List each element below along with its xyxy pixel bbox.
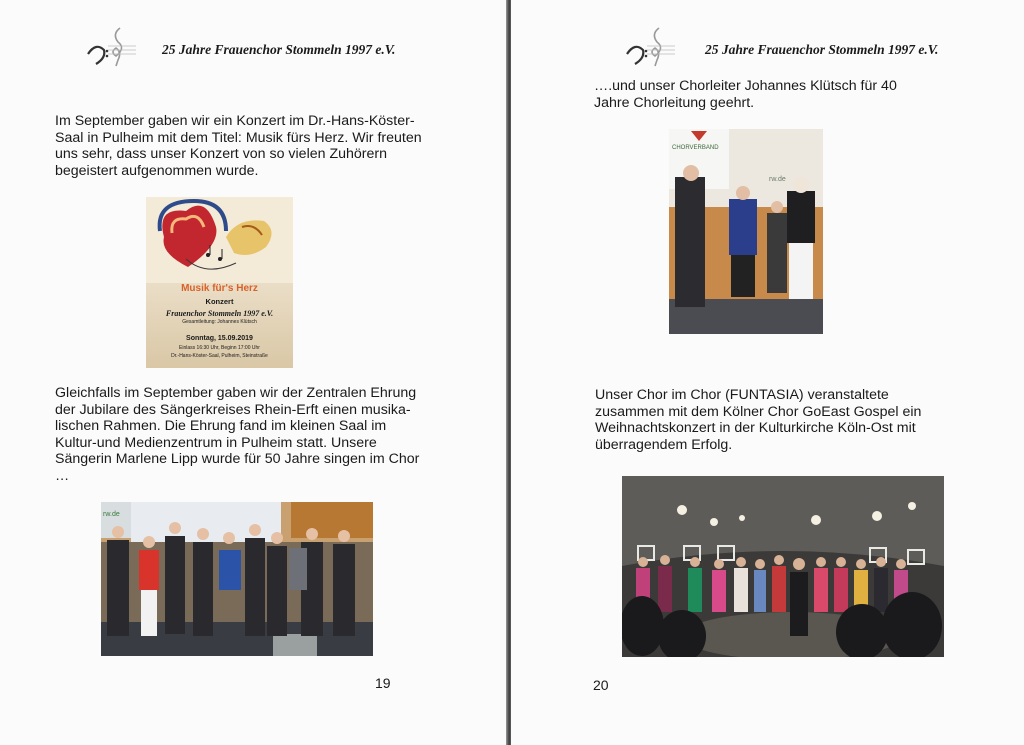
right-page [511,0,1024,745]
page-number-left: 19 [375,675,391,691]
paragraph-honoring: Gleichfalls im September gaben wir der Zentralen Ehrung der Jubilare des Sängerkreises Rhein-Erft einen musika- lischen Rahmen. Die Ehrung fand im kleinen Saal im Kultur-und Medienzentrum in Pulheim statt. Unsere Sängerin Marlene Lipp wurde für 50 Jahre singen im Chor … [55,385,420,484]
paragraph-concert: Im September gaben wir ein Konzert im Dr.-Hans-Köster- Saal in Pulheim mit dem Titel: Musik fürs Herz. Wir freuten uns sehr, dass unser Konzert von so vielen Zuhörern begeistert aufgenommen wurde. [55,113,422,179]
concert-poster [146,197,293,368]
poster-subtitle: Konzert [205,297,234,306]
conductor-honoring-photo [669,129,823,334]
heart-headphones-illustration [146,197,293,283]
header-title: 25 Jahre Frauenchor Stommeln 1997 e.V. [705,42,939,57]
page-header [621,24,1021,70]
christmas-concert-photo [622,476,944,657]
honoring-group-photo [101,502,373,656]
poster-time: Einlass 16:30 Uhr, Beginn 17:00 Uhr [179,345,260,351]
photo-banner-text: rw.de [103,511,120,518]
music-clef-logo-icon [621,24,677,70]
poster-title: Musik für's Herz [181,283,258,294]
poster-date: Sonntag, 15.09.2019 [186,335,253,342]
header-title: 25 Jahre Frauenchor Stommeln 1997 e.V. [162,42,396,57]
poster-choir: Frauenchor Stommeln 1997 e.V. [165,309,274,318]
photo-banner-text: CHORVERBAND [672,145,719,151]
poster-venue: Dr.-Hans-Köster-Saal, Pulheim, Steinstraße [171,353,268,359]
left-page [0,0,508,745]
paragraph-christmas-concert: Unser Chor im Chor (FUNTASIA) veranstaltete zusammen mit dem Kölner Chor GoEast Gospel ein Weihnachtskonzert in der Kulturkirche Köln-Ost mit überragendem Erfolg. [595,387,922,453]
paragraph-conductor: ….und unser Chorleiter Johannes Klütsch für 40 Jahre Chorleitung geehrt. [594,78,897,111]
poster-leader: Gesamtleitung: Johannes Klütsch [182,319,257,325]
page-header [82,24,482,70]
page-number-right: 20 [593,677,609,693]
music-clef-logo-icon [82,24,138,70]
photo-banner-url: rw.de [769,176,786,183]
